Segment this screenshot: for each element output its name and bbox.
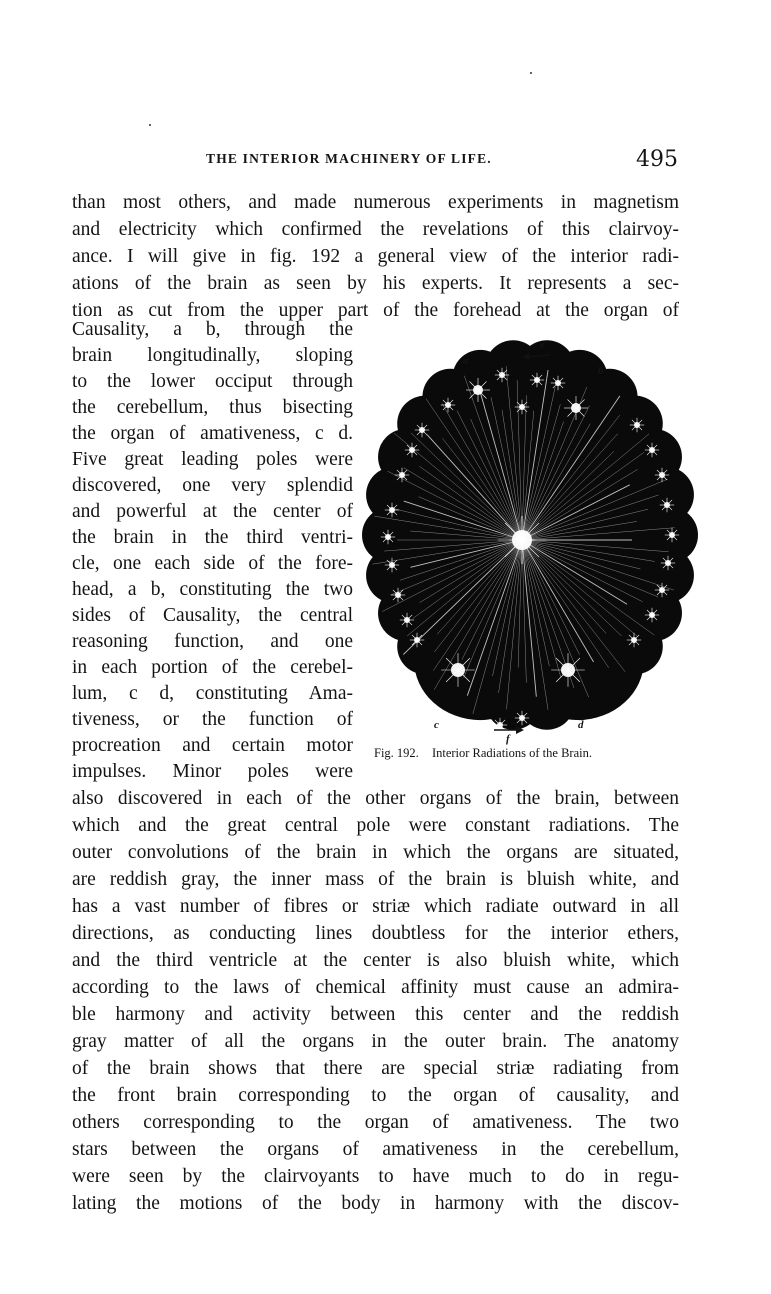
label-d: d <box>578 719 584 731</box>
text-line: ble harmony and activity between this center and the reddish <box>72 1004 679 1025</box>
text-line: and electricity which confirmed the revelations of this clairvoy- <box>72 219 679 240</box>
text-line: which and the great central pole were constant radiations. The <box>72 815 679 836</box>
text-line: gray matter of all the organs in the outer brain. The anatomy <box>72 1031 679 1052</box>
text-line: also discovered in each of the other organs of the brain, between <box>72 788 679 809</box>
text-line: the front brain corresponding to the organ of causality, and <box>72 1085 679 1106</box>
text-line: discovered, one very splendid <box>72 475 353 496</box>
text-line: of the brain shows that there are special striæ radiating from <box>72 1058 679 1079</box>
page-number: 495 <box>636 147 678 172</box>
text-line: head, a b, constituting the two <box>72 579 353 600</box>
label-f: f <box>506 733 510 745</box>
text-line: lating the motions of the body in harmony with the discov- <box>72 1193 679 1214</box>
text-line: outer convolutions of the brain in which the organs are situated, <box>72 842 679 863</box>
text-line: stars between the organs of amativeness in the cerebellum, <box>72 1139 679 1160</box>
running-head: THE INTERIOR MACHINERY OF LIFE. <box>206 151 492 166</box>
label-b: b <box>598 365 604 377</box>
text-line: and powerful at the center of <box>72 501 353 522</box>
text-line: the organ of amativeness, c d. <box>72 423 353 444</box>
text-line: sides of Causality, the central <box>72 605 353 626</box>
brain-radiation-illustration <box>362 335 698 740</box>
label-e: e <box>540 339 545 351</box>
label-c: c <box>434 719 439 731</box>
text-line: brain longitudinally, sloping <box>72 345 353 366</box>
text-line: and the third ventricle at the center is also bluish white, which <box>72 950 679 971</box>
figure-number: Fig. 192. <box>374 746 419 760</box>
text-line: tiveness, or the function of <box>72 709 353 730</box>
figure-title: Interior Radiations of the Brain. <box>431 746 592 760</box>
text-line: has a vast number of fibres or striæ which radiate outward in all <box>72 896 679 917</box>
brain-figure <box>362 335 698 765</box>
text-line: impulses. Minor poles were <box>72 761 353 782</box>
text-line: in each portion of the cerebel- <box>72 657 353 678</box>
text-line: to the lower occiput through <box>72 371 353 392</box>
text-line: cle, one each side of the fore- <box>72 553 353 574</box>
text-line: lum, c d, constituting Ama- <box>72 683 353 704</box>
page-header <box>206 147 678 177</box>
text-line: the brain in the third ventri- <box>72 527 353 548</box>
text-line: the cerebellum, thus bisecting <box>72 397 353 418</box>
text-line: ance. I will give in fig. 192 a general view of the interior radi- <box>72 246 679 267</box>
text-line: than most others, and made numerous experiments in magnetism <box>72 192 679 213</box>
text-line: Five great leading poles were <box>72 449 353 470</box>
text-line: ations of the brain as seen by his experts. It represents a sec- <box>72 273 679 294</box>
label-a: a <box>463 355 469 367</box>
text-line: according to the laws of chemical affinity must cause an admira- <box>72 977 679 998</box>
scan-speck <box>530 72 532 74</box>
text-line: Causality, a b, through the <box>72 319 353 340</box>
scan-speck <box>149 124 151 126</box>
text-line: others corresponding to the organ of amativeness. The two <box>72 1112 679 1133</box>
text-line: procreation and certain motor <box>72 735 353 756</box>
text-line: reasoning function, and one <box>72 631 353 652</box>
figure-caption <box>374 746 592 761</box>
text-line: were seen by the clairvoyants to have much to do in regu- <box>72 1166 679 1187</box>
text-line: directions, as conducting lines doubtless for the interior ethers, <box>72 923 679 944</box>
text-line: tion as cut from the upper part of the forehead at the organ of <box>72 300 679 321</box>
text-line: are reddish gray, the inner mass of the brain is bluish white, and <box>72 869 679 890</box>
